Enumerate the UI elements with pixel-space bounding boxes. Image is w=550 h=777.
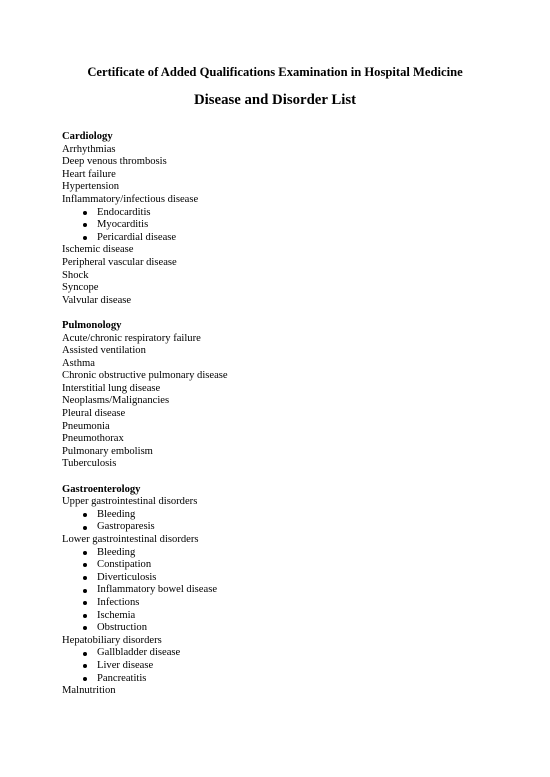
sub-list-item	[62, 622, 522, 635]
bullet-icon	[83, 513, 87, 517]
section-pulmonology	[62, 320, 522, 471]
bullet-icon	[83, 601, 87, 605]
bullet-icon	[83, 236, 87, 240]
sub-list-item-label: Infections	[97, 596, 140, 608]
sub-list-item-label: Endocarditis	[97, 206, 151, 218]
list-item: Pneumonia	[62, 420, 110, 432]
list-item: Asthma	[62, 357, 95, 369]
list-item: Chronic obstructive pulmonary disease	[62, 370, 228, 382]
sub-list-item-label: Pancreatitis	[97, 672, 147, 684]
section-cardiology	[62, 131, 522, 307]
list-item: Valvular disease	[62, 294, 132, 306]
list-item: Upper gastrointestinal disorders	[62, 496, 198, 508]
bullet-icon	[83, 614, 87, 618]
list-item: Pulmonary embolism	[62, 445, 153, 457]
list-item: Hepatobiliary disorders	[62, 634, 162, 646]
bullet-icon	[83, 677, 87, 681]
sub-list-item	[62, 572, 522, 585]
sub-list-item-label: Pericardial disease	[97, 231, 177, 243]
sub-list-item	[62, 219, 522, 232]
bullet-icon	[83, 652, 87, 656]
list-item: Shock	[62, 269, 89, 281]
sub-list-item-label: Gallbladder disease	[97, 647, 181, 659]
bullet-icon	[83, 626, 87, 630]
sub-list-item	[62, 647, 522, 660]
bullet-icon	[83, 576, 87, 580]
sub-list-item	[62, 509, 522, 522]
list-item: Malnutrition	[62, 685, 116, 697]
sub-list-item-label: Diverticulosis	[97, 571, 157, 583]
list-item: Inflammatory/infectious disease	[62, 193, 199, 205]
list-item: Pneumothorax	[62, 433, 124, 445]
bullet-icon	[83, 589, 87, 593]
sub-list-item	[62, 584, 522, 597]
document-subtitle: Disease and Disorder List	[193, 92, 357, 108]
list-item: Hypertension	[62, 181, 120, 193]
sub-list-item-label: Obstruction	[97, 622, 148, 634]
bullet-icon	[83, 551, 87, 555]
list-item: Heart failure	[62, 168, 116, 180]
sub-list-item-label: Ischemia	[97, 609, 136, 621]
sub-list-item	[62, 232, 522, 245]
sub-list-item	[62, 207, 522, 220]
bullet-icon	[83, 563, 87, 567]
bullet-icon	[83, 223, 87, 227]
list-item: Deep venous thrombosis	[62, 156, 167, 168]
list-item: Pleural disease	[62, 408, 126, 420]
sub-list-item	[62, 547, 522, 560]
list-item: Assisted ventilation	[62, 345, 146, 357]
list-item: Arrhythmias	[62, 143, 116, 155]
section-heading: Gastroenterology	[62, 483, 141, 495]
list-item: Lower gastrointestinal disorders	[62, 534, 199, 545]
sub-list-item	[62, 559, 522, 572]
sub-list-item-label: Bleeding	[97, 546, 136, 558]
list-item: Neoplasms/Malignancies	[62, 395, 170, 407]
sub-list-item-label: Myocarditis	[97, 219, 149, 231]
sub-list-item	[62, 660, 522, 673]
sub-list-item-label: Liver disease	[97, 659, 154, 671]
section-heading: Cardiology	[62, 131, 113, 142]
bullet-icon	[83, 526, 87, 530]
sub-list-item-label: Inflammatory bowel disease	[97, 584, 218, 596]
document-title: Certificate of Added Qualifications Examination in Hospital Medicine	[87, 65, 463, 79]
list-item: Interstitial lung disease	[62, 382, 161, 394]
list-item: Peripheral vascular disease	[62, 256, 177, 268]
sub-list-item	[62, 673, 522, 686]
list-item: Acute/chronic respiratory failure	[62, 332, 201, 344]
bullet-icon	[83, 211, 87, 215]
disease-list	[62, 131, 522, 710]
list-item: Syncope	[62, 282, 99, 294]
sub-list-item-label: Constipation	[97, 559, 152, 571]
sub-list-item-label: Bleeding	[97, 508, 136, 520]
section-heading: Pulmonology	[62, 319, 122, 331]
sub-list-item	[62, 521, 522, 534]
sub-list-item	[62, 610, 522, 623]
bullet-icon	[83, 664, 87, 668]
sub-list-item	[62, 597, 522, 610]
list-item: Ischemic disease	[62, 244, 134, 256]
list-item: Tuberculosis	[62, 458, 117, 470]
sub-list-item-label: Gastroparesis	[97, 521, 155, 533]
section-gastroenterology	[62, 484, 522, 698]
